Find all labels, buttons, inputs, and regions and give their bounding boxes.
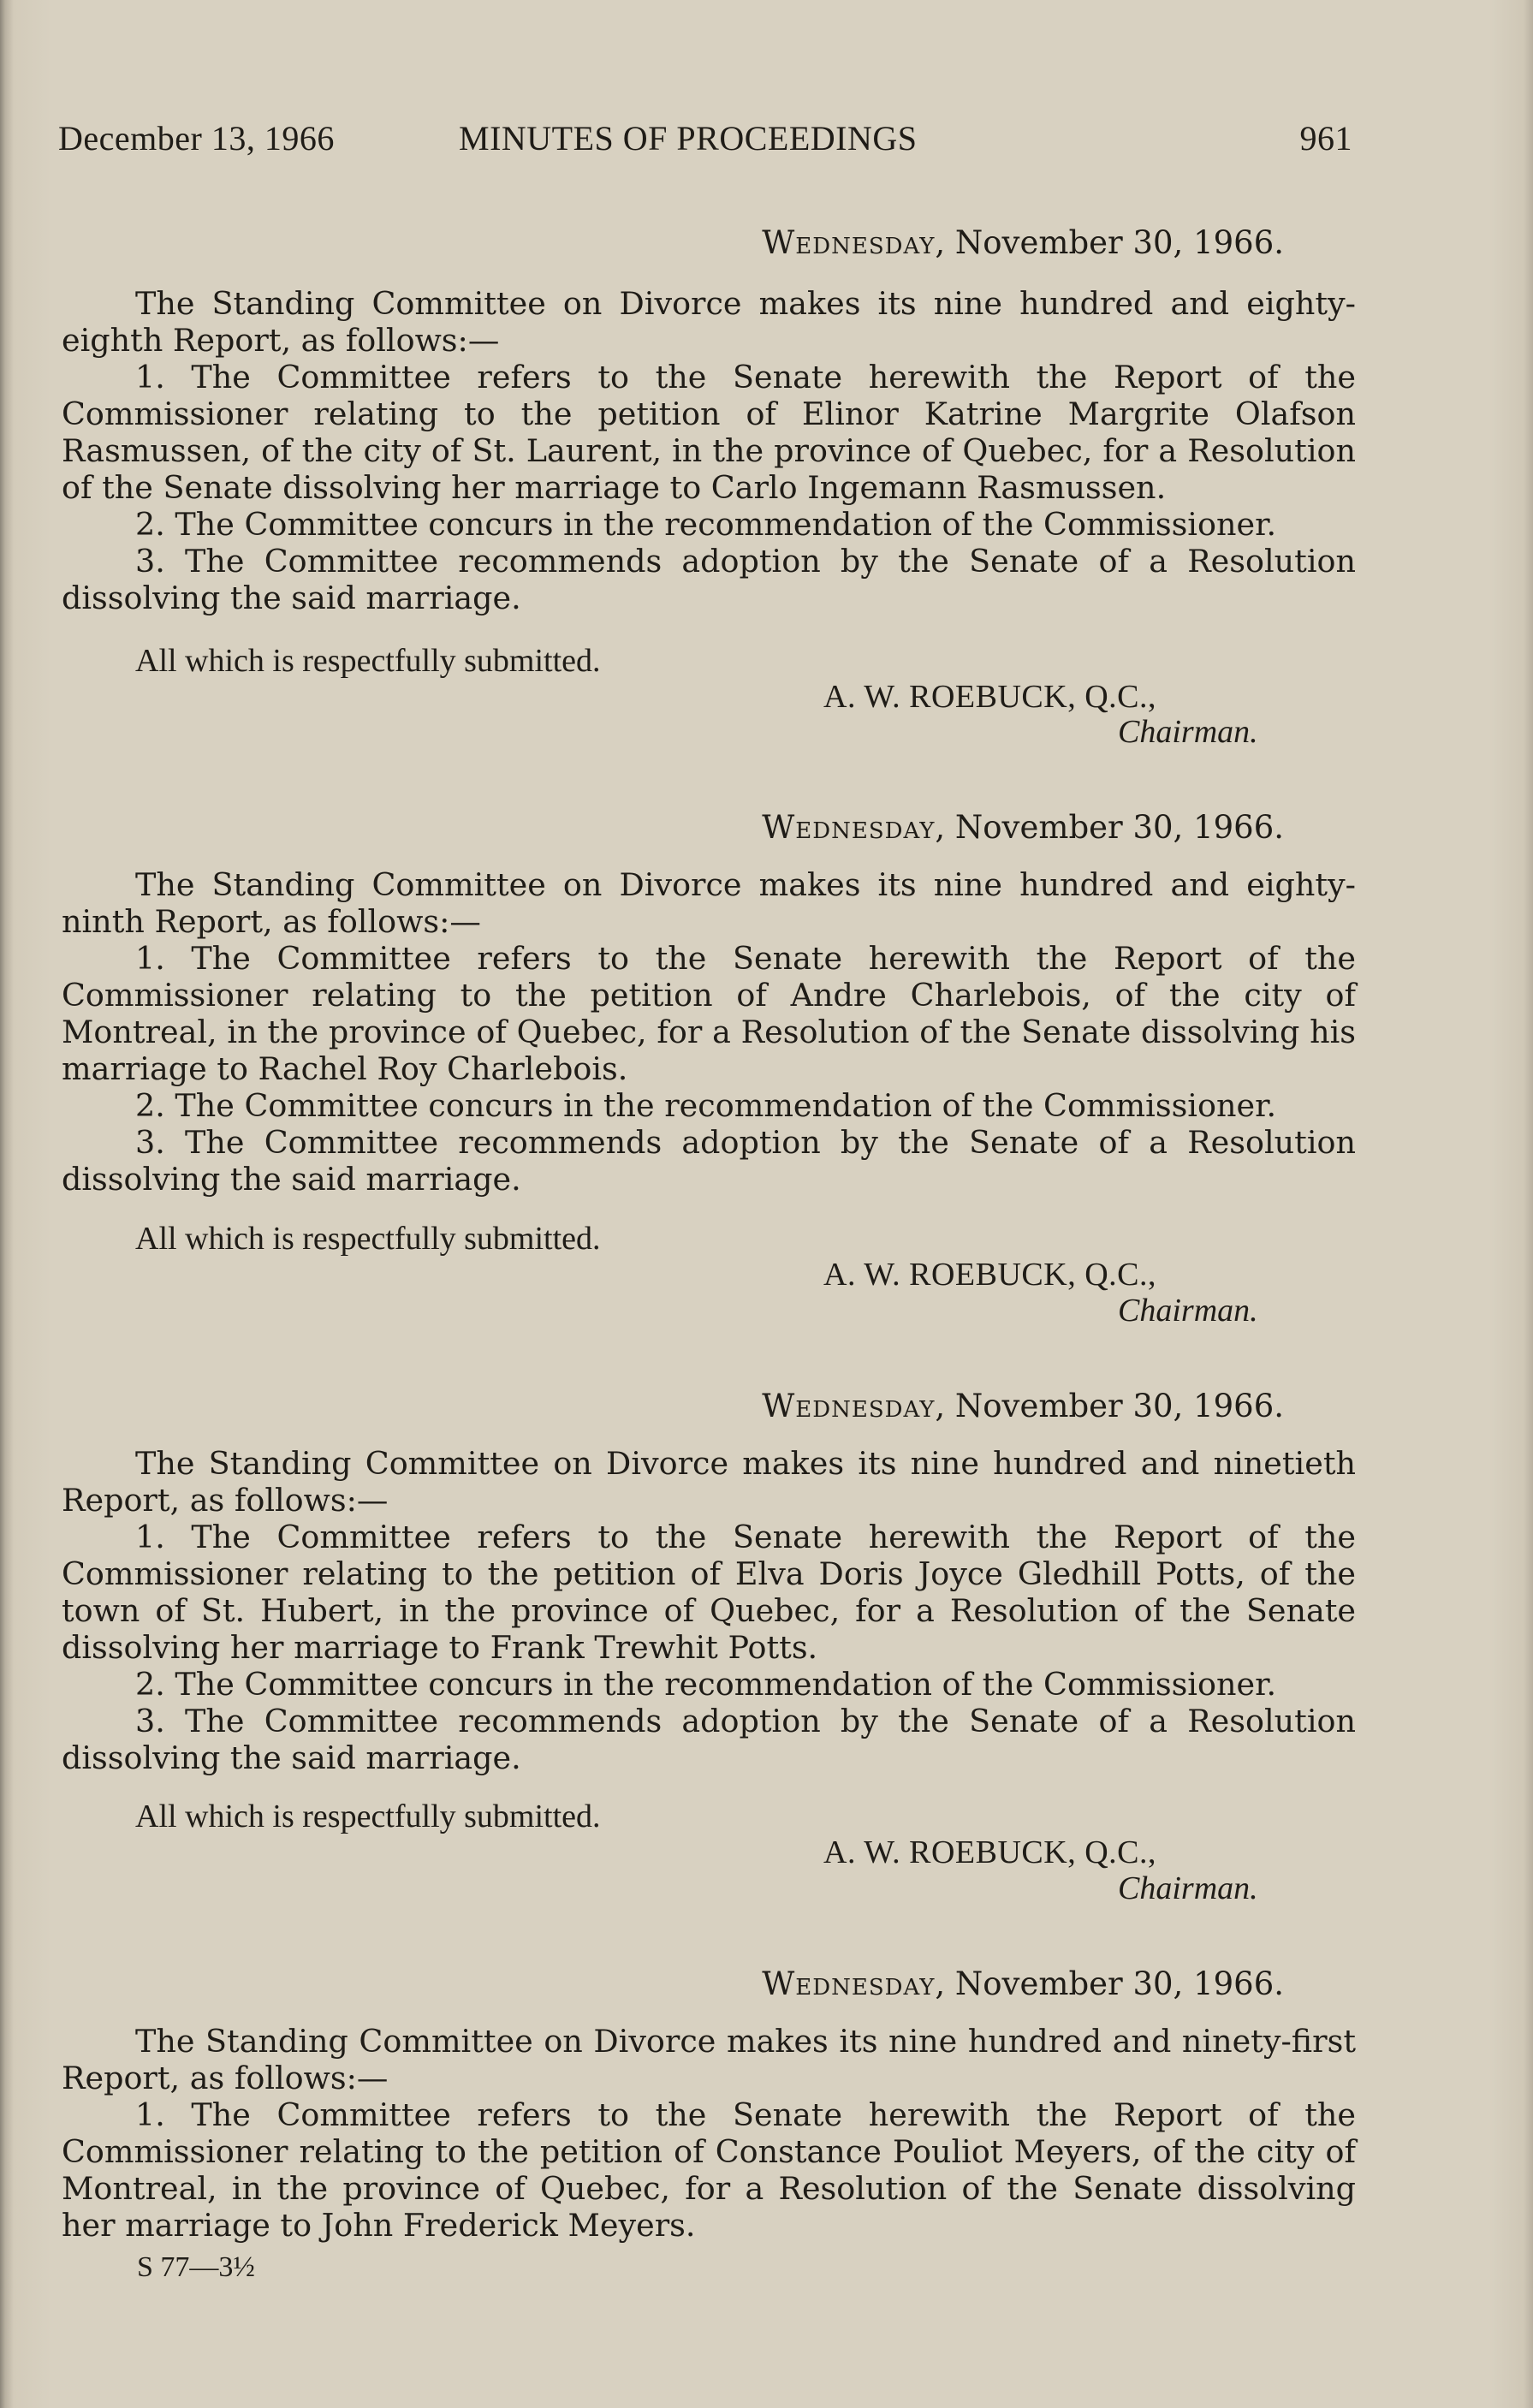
report-body xyxy=(62,1445,1356,1776)
report-dateline: Wednesday, November 30, 1966. xyxy=(762,1965,1284,2002)
signer-role: Chairman. xyxy=(1118,1870,1258,1906)
report-item-1: 1. The Committee refers to the Senate herewith the Report of the Commissioner relating to the petition of Andre Charlebois, of the city of Montreal, in the province of Quebec, for a Resolution of the Senate dissolving his marriage to Rachel Roy Charlebois. xyxy=(62,940,1356,1087)
report-intro: The Standing Committee on Divorce makes its nine hundred and ninetieth Report, as follows:— xyxy=(62,1445,1356,1519)
signer-name: A. W. ROEBUCK, Q.C., xyxy=(823,1834,1156,1870)
report-body xyxy=(62,866,1356,1198)
report-date: November 30, 1966. xyxy=(954,809,1284,846)
report-intro: The Standing Committee on Divorce makes its nine hundred and eighty-eighth Report, as follows:— xyxy=(62,285,1356,359)
report-body xyxy=(62,285,1356,616)
closing-line: All which is respectfully submitted. xyxy=(135,1221,601,1257)
signer-name: A. W. ROEBUCK, Q.C., xyxy=(823,679,1156,715)
header-date: December 13, 1966 xyxy=(58,119,335,158)
report-day: Wednesday xyxy=(762,1388,936,1424)
report-dateline: Wednesday, November 30, 1966. xyxy=(762,809,1284,846)
report-day: Wednesday xyxy=(762,224,936,261)
header-title: MINUTES OF PROCEEDINGS xyxy=(459,119,918,158)
closing-line: All which is respectfully submitted. xyxy=(135,643,601,679)
report-item-2: 2. The Committee concurs in the recommendation of the Commissioner. xyxy=(135,1666,1277,1703)
page-number: 961 xyxy=(1299,119,1352,158)
signature-mark: S 77—3½ xyxy=(137,2251,255,2283)
report-dateline: Wednesday, November 30, 1966. xyxy=(762,1388,1284,1424)
running-head xyxy=(58,118,1352,161)
report-item-1: 1. The Committee refers to the Senate herewith the Report of the Commissioner relating to the petition of Constance Pouliot Meyers, of the city of Montreal, in the province of Quebec, for a Resolution of the Senate dissolving her marriage to John Frederick Meyers. xyxy=(62,2096,1356,2244)
report-day: Wednesday xyxy=(762,1965,936,2002)
report-day: Wednesday xyxy=(762,809,936,846)
report-item-3: 3. The Committee recommends adoption by the Senate of a Resolution dissolving the said marriage. xyxy=(62,1124,1356,1198)
report-item-1: 1. The Committee refers to the Senate herewith the Report of the Commissioner relating to the petition of Elinor Katrine Margrite Olafson Rasmussen, of the city of St. Laurent, in the province of Quebec, for a Resolution of the Senate dissolving her marriage to Carlo Ingemann Rasmussen. xyxy=(62,359,1356,506)
report-item-3: 3. The Committee recommends adoption by the Senate of a Resolution dissolving the said marriage. xyxy=(62,1703,1356,1776)
report-item-2: 2. The Committee concurs in the recommendation of the Commissioner. xyxy=(135,506,1277,543)
report-date: November 30, 1966. xyxy=(954,1388,1284,1424)
signer-role: Chairman. xyxy=(1118,1293,1258,1329)
signer-role: Chairman. xyxy=(1118,714,1258,750)
report-intro: The Standing Committee on Divorce makes its nine hundred and ninety-first Report, as follows:— xyxy=(62,2023,1356,2096)
report-dateline: Wednesday, November 30, 1966. xyxy=(762,224,1284,261)
report-intro: The Standing Committee on Divorce makes its nine hundred and eighty-ninth Report, as follows:— xyxy=(62,866,1356,940)
report-body xyxy=(62,2023,1356,2244)
report-date: November 30, 1966. xyxy=(954,1965,1284,2002)
signer-name: A. W. ROEBUCK, Q.C., xyxy=(823,1257,1156,1293)
report-item-2: 2. The Committee concurs in the recommendation of the Commissioner. xyxy=(135,1087,1277,1124)
report-item-3: 3. The Committee recommends adoption by the Senate of a Resolution dissolving the said marriage. xyxy=(62,543,1356,616)
closing-line: All which is respectfully submitted. xyxy=(135,1799,601,1834)
report-item-1: 1. The Committee refers to the Senate herewith the Report of the Commissioner relating to the petition of Elva Doris Joyce Gledhill Potts, of the town of St. Hubert, in the province of Quebec, for a Resolution of the Senate dissolving her marriage to Frank Trewhit Potts. xyxy=(62,1519,1356,1666)
report-date: November 30, 1966. xyxy=(954,224,1284,261)
